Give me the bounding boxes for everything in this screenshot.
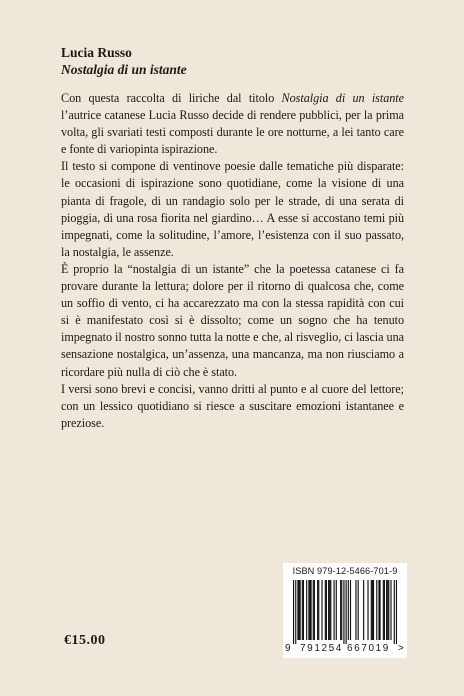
- barcode-bar: [348, 580, 349, 640]
- barcode-bar: [295, 580, 296, 644]
- barcode-bar: [355, 580, 356, 640]
- blurb-p1-end: l’autrice catanese Lucia Russo decide di rendere pubblici, per la prima volta, gli svariati testi composti durante le ore notturne, a lei tanto care e fonte di variopinta ispirazione.: [61, 108, 404, 157]
- blurb-paragraph-1: [61, 90, 404, 158]
- barcode-bar: [378, 580, 379, 640]
- author-name: Lucia Russo: [61, 45, 132, 60]
- isbn-label: ISBN 979-12-5466-701-9: [292, 566, 398, 576]
- blurb-paragraph-4: I versi sono brevi e concisi, vanno dritti al punto e al cuore del lettore; con un lessico quotidiano si riesce a suscitare emozioni istantanee e preziose.: [61, 381, 404, 430]
- barcode-bar: [300, 580, 301, 640]
- barcode-bar: [396, 580, 397, 644]
- barcode-bar: [308, 580, 309, 640]
- barcode-bar: [390, 580, 391, 640]
- barcode-bar: [302, 580, 303, 640]
- blurb-paragraph-3: È proprio la “nostalgia di un istante” che la poetessa catanese ci fa provare durante la lettura; dolore per il ritorno di qualcosa che, come un soffio di vento, ci ha accarezzato ma con la stessa rapidità con cui si è manifestato così si è dissolto; come un sogno che ha tenuto impegnato il nostro sonno tutta la notte e che, al risveglio, ci lascia una sensazione nostalgica, un’assenza, una mancanza, ma non riusciamo a ricordare più nulla di ciò che è stato.: [61, 261, 404, 379]
- barcode-box: [283, 563, 407, 658]
- barcode-bar: [303, 580, 304, 640]
- book-title: Nostalgia di un istante: [61, 62, 187, 77]
- barcode-bar: [318, 580, 319, 640]
- barcode-bar: [367, 580, 368, 640]
- price: €15.00: [64, 633, 106, 648]
- barcode-bar: [330, 580, 331, 640]
- barcode-bar: [346, 580, 347, 644]
- barcode-bar: [321, 580, 322, 640]
- barcode-left-group: 791254: [300, 643, 343, 654]
- barcode-bar: [334, 580, 335, 640]
- barcode-bar: [386, 580, 387, 640]
- barcode-bar: [317, 580, 318, 640]
- barcode-bar: [336, 580, 337, 640]
- barcode-bar: [373, 580, 374, 640]
- barcode-right-group: 667019: [347, 643, 390, 654]
- barcode-bar: [372, 580, 373, 640]
- barcode-bar: [350, 580, 351, 640]
- barcode-bar: [376, 580, 377, 640]
- barcode-bar: [306, 580, 307, 640]
- blurb-p1-start: Con questa raccolta di liriche dal titolo: [61, 91, 282, 105]
- barcode-bar: [325, 580, 326, 640]
- barcode-bar: [298, 580, 299, 640]
- blurb: [61, 90, 404, 432]
- barcode-bars: [293, 580, 397, 644]
- blurb-p1-title: Nostalgia di un istante: [281, 91, 404, 105]
- blurb-paragraph-2: Il testo si compone di ventinove poesie dalle tematiche più disparate: le occasioni di ispirazione sono quotidiane, come la visione di una pianta di fragole, di un randagio solo per le strade, di una serata di pioggia, di una rosa fiorita nel giardino… A esse si accostano temi più impegnati, come la solitudine, l’amore, l’esistenza con il suo passato, la nostalgia, le assenze.: [61, 159, 404, 259]
- barcode-bar: [383, 580, 384, 640]
- barcode-bar: [309, 580, 310, 640]
- barcode-bar: [387, 580, 388, 640]
- barcode-bar: [394, 580, 395, 644]
- barcode-bar: [326, 580, 327, 640]
- barcode-bar: [314, 580, 315, 640]
- barcode-bar: [379, 580, 380, 640]
- barcode-bar: [297, 580, 298, 640]
- barcode-quiet-mark: >: [398, 643, 404, 654]
- barcode-first-digit: 9: [285, 643, 291, 654]
- barcode-bar: [293, 580, 294, 644]
- barcode-bar: [311, 580, 312, 640]
- barcode-bar: [371, 580, 372, 640]
- barcode-bar: [313, 580, 314, 640]
- barcode-bar: [341, 580, 342, 640]
- barcode-bar: [363, 580, 364, 640]
- barcode-bar: [358, 580, 359, 640]
- barcode-bar: [328, 580, 329, 640]
- barcode-bar: [384, 580, 385, 640]
- barcode-bar: [329, 580, 330, 640]
- barcode-bar: [340, 580, 341, 640]
- barcode-bar: [388, 580, 389, 640]
- barcode-bar: [343, 580, 344, 644]
